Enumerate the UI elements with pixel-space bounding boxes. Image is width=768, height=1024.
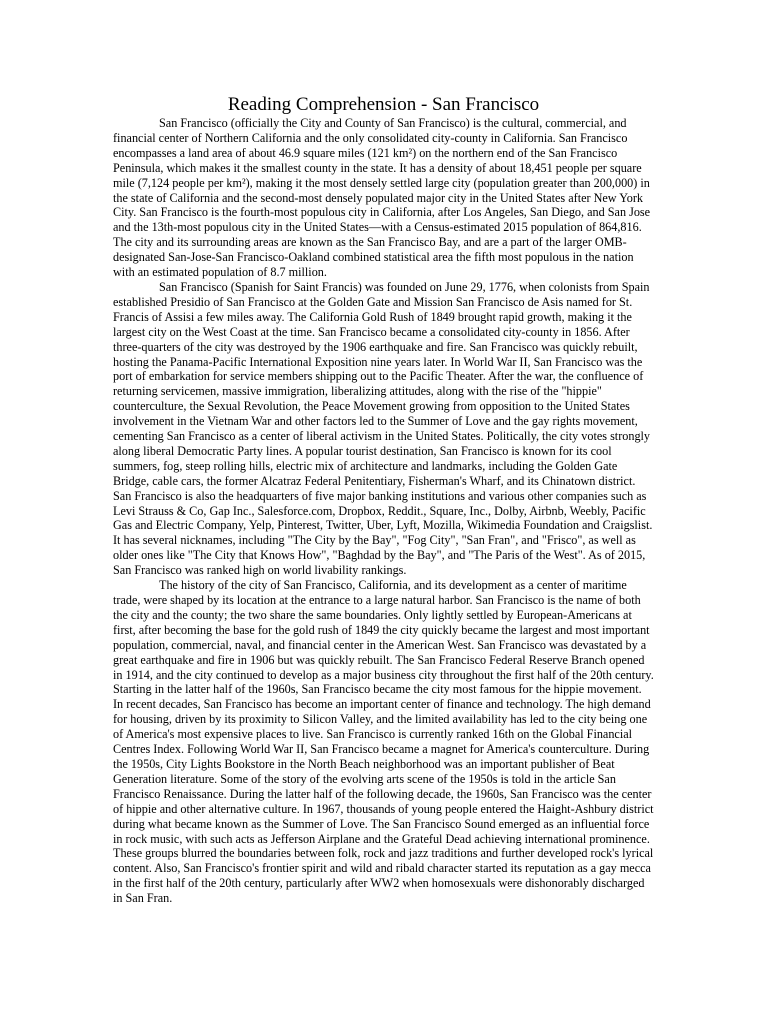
- paragraph-intro: San Francisco (officially the City and County of San Francisco) is the cultural, commercial, and financial center of Northern California and the only consolidated city-county in California. San Francisco encompasses a land area of about 46.9 square miles (121 km²) on the northern end of the San Francisco Peninsula, which makes it the smallest county in the state. It has a density of about 18,451 people per square mile (7,124 people per km²), making it the most densely settled large city (population greater than 200,000) in the state of California and the second-most densely populated major city in the United States after New York City. San Francisco is the fourth-most populous city in California, after Los Angeles, San Diego, and San Jose and the 13th-most populous city in the United States—with a Census-estimated 2015 population of 864,816. The city and its surrounding areas are known as the San Francisco Bay, and are a part of the larger OMB-designated San-Jose-San Francisco-Oakland combined statistical area the fifth most populous in the nation with an estimated population of 8.7 million.: [113, 116, 651, 280]
- document-title: Reading Comprehension - San Francisco: [227, 94, 540, 115]
- document-page: [113, 94, 654, 906]
- paragraph-founding: San Francisco (Spanish for Saint Francis) was founded on June 29, 1776, when colonists from Spain established Presidio of San Francisco at the Golden Gate and Mission San Francisco de Asis named for St. Francis of Assisi a few miles away. The California Gold Rush of 1849 brought rapid growth, making it the largest city on the West Coast at the time. San Francisco became a consolidated city-county in 1856. After three-quarters of the city was destroyed by the 1906 earthquake and fire. San Francisco was quickly rebuilt, hosting the Panama-Pacific International Exposition nine years later. In World War II, San Francisco was the port of embarkation for service members shipping out to the Pacific Theater. After the war, the confluence of returning servicemen, massive immigration, liberalizing attitudes, along with the rise of the "hippie" counterculture, the Sexual Revolution, the Peace Movement growing from opposition to the United States involvement in the Vietnam War and other factors led to the Summer of Love and the gay rights movement, cementing San Francisco as a center of liberal activism in the United States. Politically, the city votes strongly along liberal Democratic Party lines. A popular tourist destination, San Francisco is known for its cool summers, fog, steep rolling hills, electric mix of architecture and landmarks, including the Golden Gate Bridge, cable cars, the former Alcatraz Federal Penitentiary, Fisherman's Wharf, and its Chinatown district. San Francisco is also the headquarters of five major banking institutions and various other companies such as Levi Strauss & Co, Gap Inc., Salesforce.com, Dropbox, Reddit., Square, Inc., Dolby, Airbnb, Weebly, Pacific Gas and Electric Company, Yelp, Pinterest, Twitter, Uber, Lyft, Mozilla, Wikimedia Foundation and Craigslist. It has several nicknames, including "The City by the Bay", "Fog City", "San Fran", and "Frisco", as well as older ones like "The City that Knows How", "Baghdad by the Bay", and "The Paris of the West". As of 2015, San Francisco was ranked high on world livability rankings.: [113, 279, 653, 578]
- paragraph-history: The history of the city of San Francisco, California, and its development as a center of maritime trade, were shaped by its location at the entrance to a large natural harbor. San Francisco is the name of both the city and the county; the two share the same boundaries. Only lightly settled by European-Americans at first, after becoming the base for the gold rush of 1849 the city quickly became the largest and most important population, commercial, naval, and financial center in the American West. San Francisco was devastated by a great earthquake and fire in 1906 but was quickly rebuilt. The San Francisco Federal Reserve Branch opened in 1914, and the city continued to develop as a major business city throughout the first half of the 20th century. Starting in the latter half of the 1960s, San Francisco became the city most famous for the hippie movement. In recent decades, San Francisco has become an important center of finance and technology. The high demand for housing, driven by its proximity to Silicon Valley, and the limited availability has led to the city being one of America's most expensive places to live. San Francisco is currently ranked 16th on the Global Financial Centres Index. Following World War II, San Francisco became a magnet for America's counterculture. During the 1950s, City Lights Bookstore in the North Beach neighborhood was an important publisher of Beat Generation literature. Some of the story of the evolving arts scene of the 1950s is told in the article San Francisco Renaissance. During the latter half of the following decade, the 1960s, San Francisco was the center of hippie and other alternative culture. In 1967, thousands of young people entered the Haight-Ashbury district during what became known as the Summer of Love. The San Francisco Sound emerged as an influential force in rock music, with such acts as Jefferson Airplane and the Grateful Dead achieving international prominence. These groups blurred the boundaries between folk, rock and jazz traditions and further developed rock's lyrical content. Also, San Francisco's frontier spirit and wild and ribald character started its reputation as a gay mecca in the first half of the 20th century, particularly after WW2 when homosexuals were dishonorably discharged in San Fran.: [113, 578, 654, 906]
